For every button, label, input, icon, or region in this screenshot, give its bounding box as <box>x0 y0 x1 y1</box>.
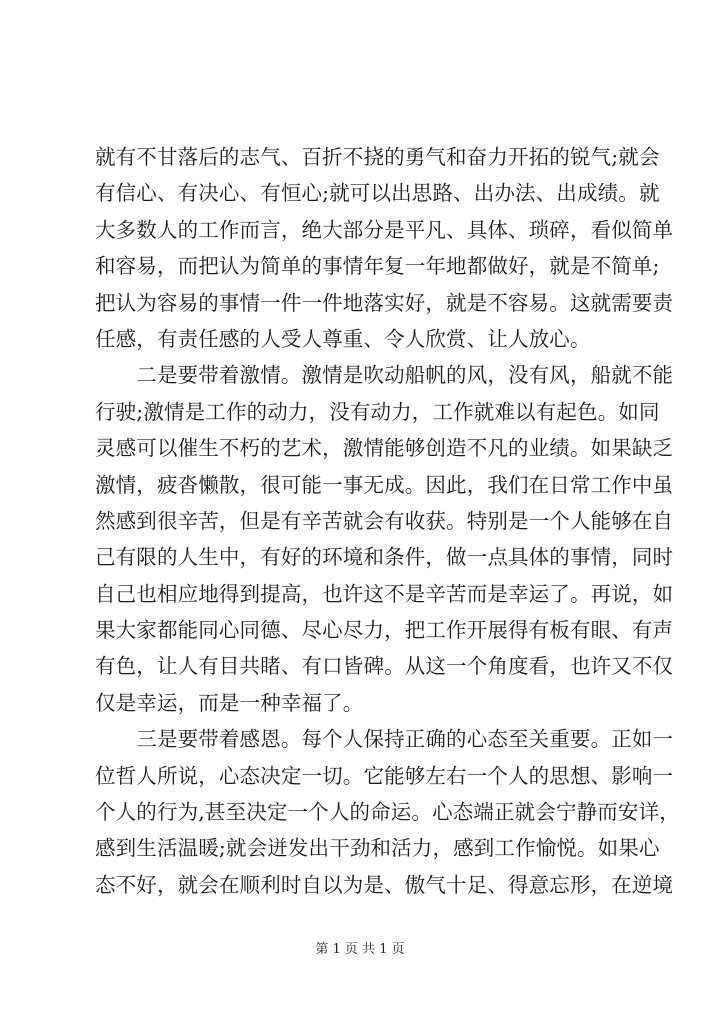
page-number-footer: 第 1 页 共 1 页 <box>315 942 405 957</box>
text-line-5: 把认为容易的事情一件一件地落实好，就是不容易。这就需要责 <box>95 290 674 315</box>
text-line-2: 有信心、有决心、有恒心;就可以出思路、出办法、出成绩。就 <box>95 181 660 206</box>
text-line-14: 果大家都能同心同德、尽心尽力，把工作开展得有板有眼、有声 <box>95 618 674 643</box>
text-line-17: 三是要带着感恩。每个人保持正确的心态至关重要。正如一 <box>95 727 674 752</box>
text-line-3: 大多数人的工作而言，绝大部分是平凡、具体、琐碎，看似简单 <box>95 217 674 242</box>
body-text <box>95 139 680 903</box>
text-line-8: 行驶;激情是工作的动力，没有动力，工作就难以有起色。如同 <box>95 399 660 424</box>
text-line-9: 灵感可以催生不朽的艺术，激情能够创造不凡的业绩。如果缺乏 <box>95 436 674 461</box>
text-line-16: 仅是幸运，而是一种幸福了。 <box>95 690 364 715</box>
text-line-7: 二是要带着激情。激情是吹动船帆的风，没有风，船就不能 <box>95 363 674 388</box>
text-line-1: 就有不甘落后的志气、百折不挠的勇气和奋力开拓的锐气;就会 <box>95 145 660 169</box>
text-line-19: 个人的行为,甚至决定一个人的命运。心态端正就会宁静而安详， <box>95 800 680 825</box>
text-line-13: 自己也相应地得到提高，也许这不是辛苦而是幸运了。再说，如 <box>95 581 674 606</box>
text-line-20: 感到生活温暖;就会迸发出干劲和活力，感到工作愉悦。如果心 <box>95 836 660 861</box>
text-line-12: 己有限的人生中，有好的环境和条件，做一点具体的事情，同时 <box>95 545 674 570</box>
text-line-6: 任感，有责任感的人受人尊重、令人欣赏、让人放心。 <box>95 326 591 351</box>
text-line-11: 然感到很辛苦，但是有辛苦就会有收获。特别是一个人能够在自 <box>95 508 674 533</box>
text-line-21: 态不好，就会在顺利时自以为是、傲气十足、得意忘形，在逆境 <box>95 872 674 897</box>
text-line-10: 激情，疲沓懒散，很可能一事无成。因此，我们在日常工作中虽 <box>95 472 674 497</box>
text-line-18: 位哲人所说，心态决定一切。它能够左右一个人的思想、影响一 <box>95 763 674 788</box>
text-line-4: 和容易，而把认为简单的事情年复一年地都做好，就是不简单; <box>95 254 660 279</box>
text-line-15: 有色，让人有目共睹、有口皆碑。从这一个角度看，也许又不仅 <box>95 654 674 679</box>
